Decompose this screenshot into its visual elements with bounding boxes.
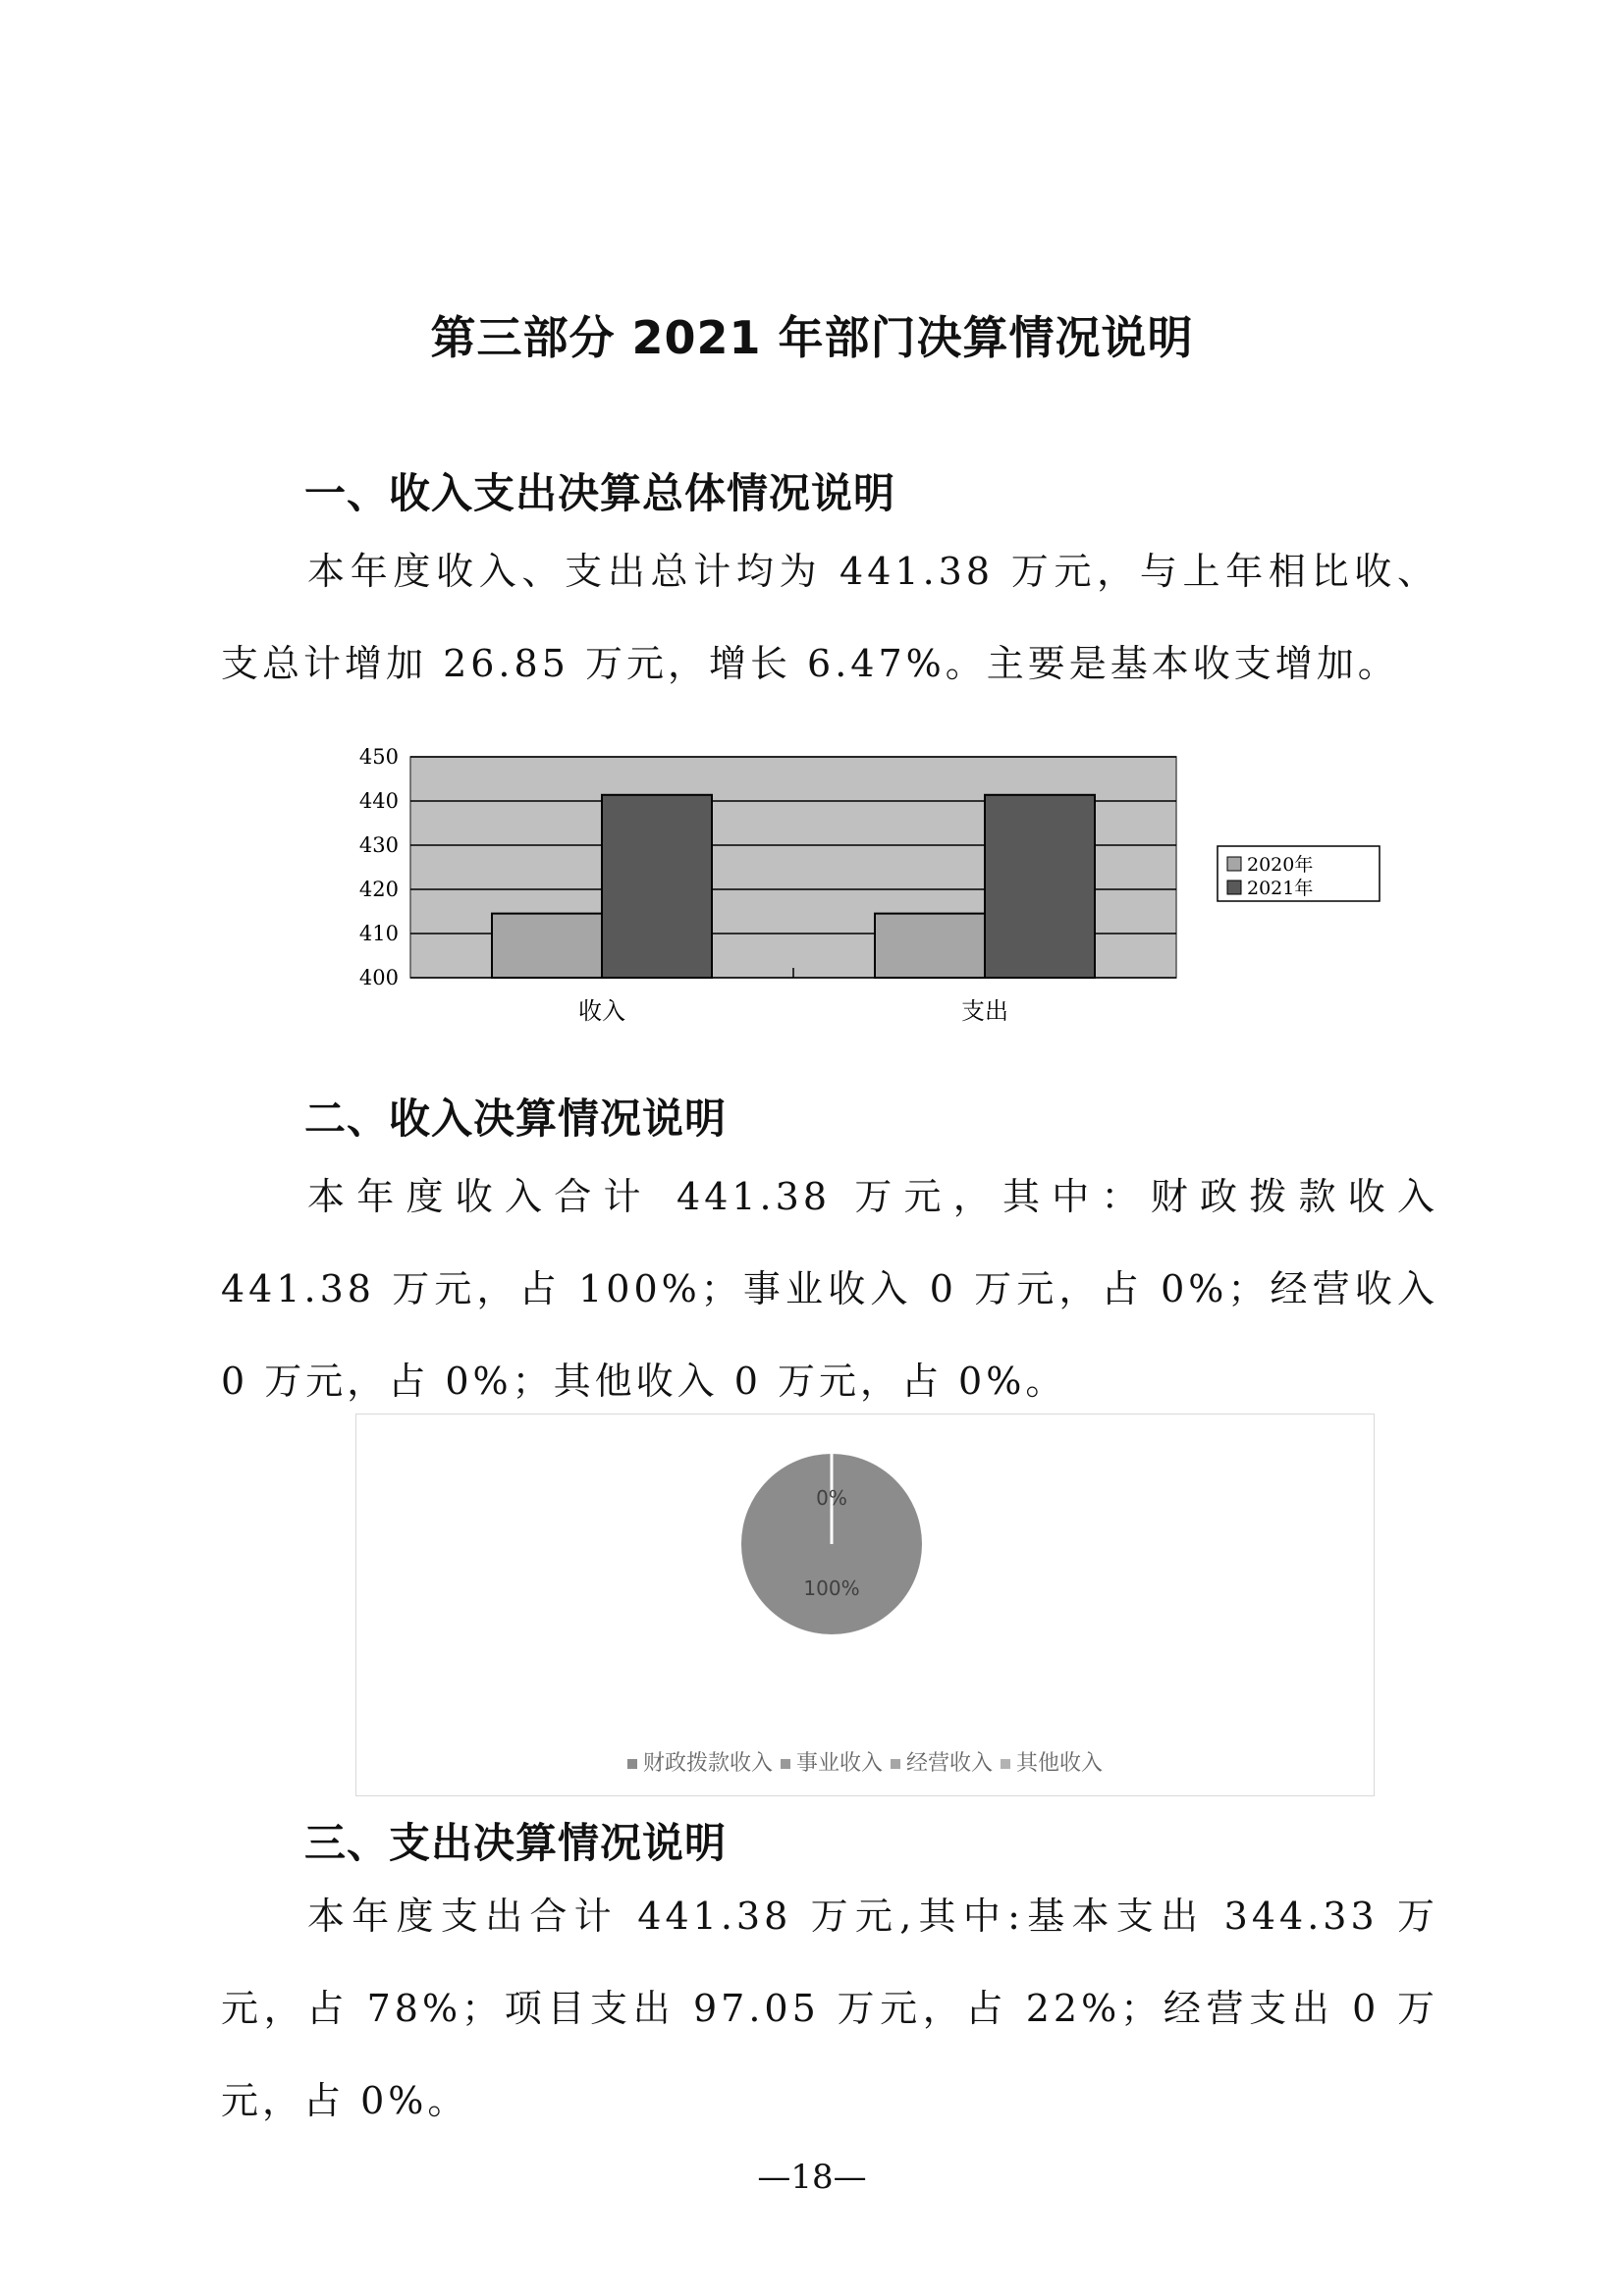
legend-label: 2020年 <box>1247 854 1314 876</box>
pie-chart-slices <box>741 1454 922 1634</box>
pie-legend-item <box>627 1746 773 1777</box>
y-tick-label: 400 <box>358 966 399 989</box>
y-tick-label: 440 <box>358 789 399 813</box>
page-number: —18— <box>757 2158 867 2197</box>
section-heading-3: 三、支出决算情况说明 <box>304 1819 728 1867</box>
pie-chart-frame <box>355 1414 1375 1796</box>
section-heading-1: 一、收入支出决算总体情况说明 <box>304 469 896 517</box>
bar-chart <box>334 736 1394 1041</box>
pie-legend-label: 其他收入 <box>1016 1751 1104 1776</box>
x-tick-label: 支出 <box>961 997 1008 1025</box>
section-paragraph-1: 本年度收入、支出总计均为 441.38 万元，与上年相比收、支总计增加 26.85 万元，增长 6.47%。主要是基本收支增加。 <box>221 550 1438 685</box>
section-paragraph-2: 本年度收入合计 441.38 万元，其中：财政拨款收入 441.38 万元，占 100%；事业收入 0 万元，占 0%；经营收入 0 万元，占 0%；其他收入 0 万元，占 0%。 <box>221 1175 1438 1403</box>
y-tick-label: 450 <box>358 745 399 769</box>
pie-legend-swatch <box>891 1759 900 1769</box>
y-tick-label: 430 <box>358 833 399 857</box>
section-heading-2: 二、收入决算情况说明 <box>304 1095 728 1143</box>
bar-2020年-收入 <box>492 914 602 978</box>
pie-data-label: 0% <box>816 1486 847 1510</box>
page-title: 第三部分 2021 年部门决算情况说明 <box>430 311 1194 364</box>
section-paragraph-3: 本年度支出合计 441.38 万元,其中:基本支出 344.33 万元，占 78%；项目支出 97.05 万元，占 22%；经营支出 0 万元，占 0%。 <box>221 1895 1438 2122</box>
pie-chart <box>356 1415 1374 1738</box>
bar-2020年-支出 <box>875 914 985 978</box>
pie-legend-label: 经营收入 <box>906 1751 994 1776</box>
pie-legend-item <box>1001 1746 1103 1777</box>
pie-data-label: 100% <box>803 1576 860 1600</box>
pie-chart-legend <box>356 1746 1374 1777</box>
pie-legend-swatch <box>1001 1759 1010 1769</box>
pie-legend-swatch <box>781 1759 790 1769</box>
x-tick-label: 收入 <box>578 997 625 1025</box>
pie-legend-label: 事业收入 <box>795 1751 883 1776</box>
bar-2021年-收入 <box>602 795 712 978</box>
bar-2021年-支出 <box>985 795 1095 978</box>
y-tick-label: 420 <box>358 878 399 901</box>
bar-chart-y-ticks <box>359 745 399 989</box>
legend-swatch <box>1227 857 1241 871</box>
pie-legend-swatch <box>627 1759 637 1769</box>
y-tick-label: 410 <box>358 922 399 945</box>
pie-legend-label: 财政拨款收入 <box>642 1751 773 1776</box>
legend-swatch <box>1227 881 1241 894</box>
legend-label: 2021年 <box>1247 878 1314 899</box>
pie-legend-item <box>891 1746 993 1777</box>
bar-chart-x-ticks <box>578 997 1008 1025</box>
bar-chart-legend <box>1218 846 1380 901</box>
pie-legend-item <box>781 1746 883 1777</box>
